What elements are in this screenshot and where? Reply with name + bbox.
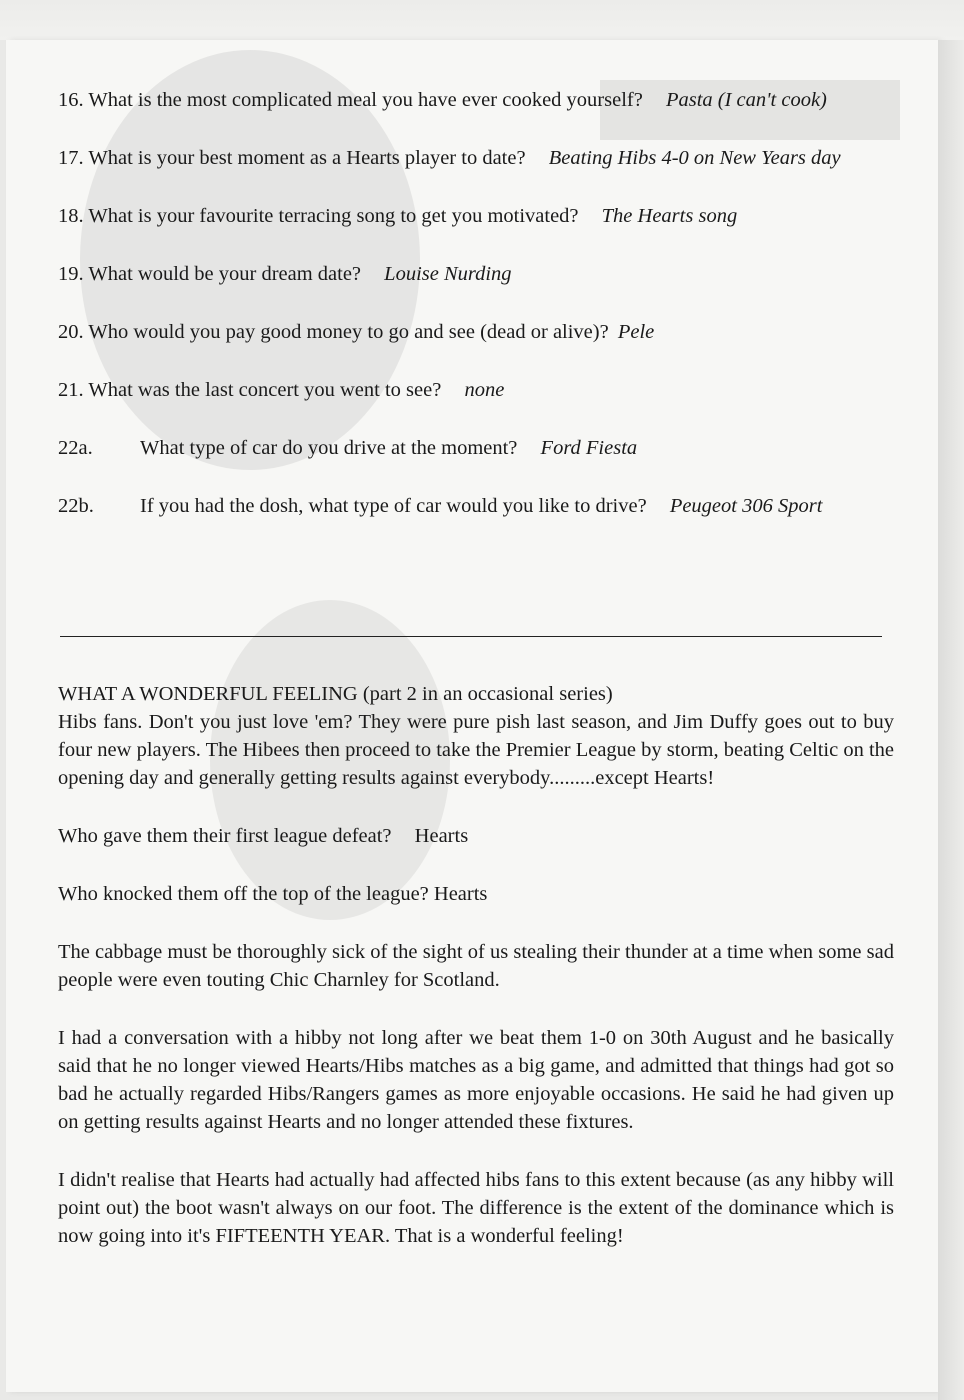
question-22b xyxy=(58,492,896,520)
question-20 xyxy=(58,318,896,346)
article-paragraph-2: I had a conversation with a hibby not long after we beat them 1-0 on 30th August and he basically said that he no longer viewed Hearts/Hibs matches as a big game, and admitted that things had got so bad he actually regarded Hibs/Rangers games as more enjoyable occasions. He said he had given up on getting results against Hearts and no longer attended these fixtures. xyxy=(58,1027,894,1133)
question-text: If you had the dosh, what type of car would you like to drive? xyxy=(140,495,647,517)
question-number: 22a. xyxy=(58,437,93,459)
answer-text: Beating Hibs 4-0 on New Years day xyxy=(548,147,841,169)
question-16 xyxy=(58,86,896,114)
answer-text: Ford Fiesta xyxy=(540,437,638,459)
question-number: 22b. xyxy=(58,495,94,517)
question-18 xyxy=(58,202,896,230)
answer-text: Peugeot 306 Sport xyxy=(669,495,823,517)
scan-top-margin xyxy=(0,0,964,40)
article-question-2 xyxy=(58,880,894,908)
answer-text: Hearts xyxy=(414,825,469,847)
question-text: 21. What was the last concert you went to see? xyxy=(58,379,442,401)
question-text: Who knocked them off the top of the league? xyxy=(58,883,429,905)
answer-text: Pasta (I can't cook) xyxy=(665,89,827,111)
answer-text: none xyxy=(464,379,505,401)
question-text: 16. What is the most complicated meal you have ever cooked yourself? xyxy=(58,89,643,111)
scan-page-edge xyxy=(938,40,964,1400)
answer-text: Hearts xyxy=(433,883,488,905)
question-text: 19. What would be your dream date? xyxy=(58,263,362,285)
question-text: What type of car do you drive at the moment? xyxy=(140,437,518,459)
question-text: 20. Who would you pay good money to go and see (dead or alive)? xyxy=(58,321,609,343)
questionnaire xyxy=(58,86,896,550)
answer-text: Louise Nurding xyxy=(384,263,512,285)
question-22a xyxy=(58,434,896,462)
article-intro: Hibs fans. Don't you just love 'em? They were pure pish last season, and Jim Duffy goes out to buy four new players. The Hibees then proceed to take the Premier League by storm, beating Celtic on the opening day and generally getting results against everybody.........except Hearts! xyxy=(58,711,894,789)
article xyxy=(58,680,894,1280)
article-paragraph-1: The cabbage must be thoroughly sick of the sight of us stealing their thunder at a time when some sad people were even touting Chic Charnley for Scotland. xyxy=(58,941,894,991)
question-text: 18. What is your favourite terracing song to get you motivated? xyxy=(58,205,579,227)
question-text: Who gave them their first league defeat? xyxy=(58,825,392,847)
article-heading: WHAT A WONDERFUL FEELING (part 2 in an occasional series) xyxy=(58,683,613,705)
question-21 xyxy=(58,376,896,404)
question-19 xyxy=(58,260,896,288)
answer-text: Pele xyxy=(617,321,655,343)
answer-text: The Hearts song xyxy=(601,205,738,227)
article-paragraph-3: I didn't realise that Hearts had actually had affected hibs fans to this extent because (as any hibby will point out) the boot wasn't always on our foot. The difference is the extent of the dominance which is now going into it's FIFTEENTH YEAR. That is a wonderful feeling! xyxy=(58,1169,894,1247)
section-divider xyxy=(60,636,882,637)
article-question-1 xyxy=(58,822,894,850)
question-text: 17. What is your best moment as a Hearts player to date? xyxy=(58,147,526,169)
question-17 xyxy=(58,144,896,172)
